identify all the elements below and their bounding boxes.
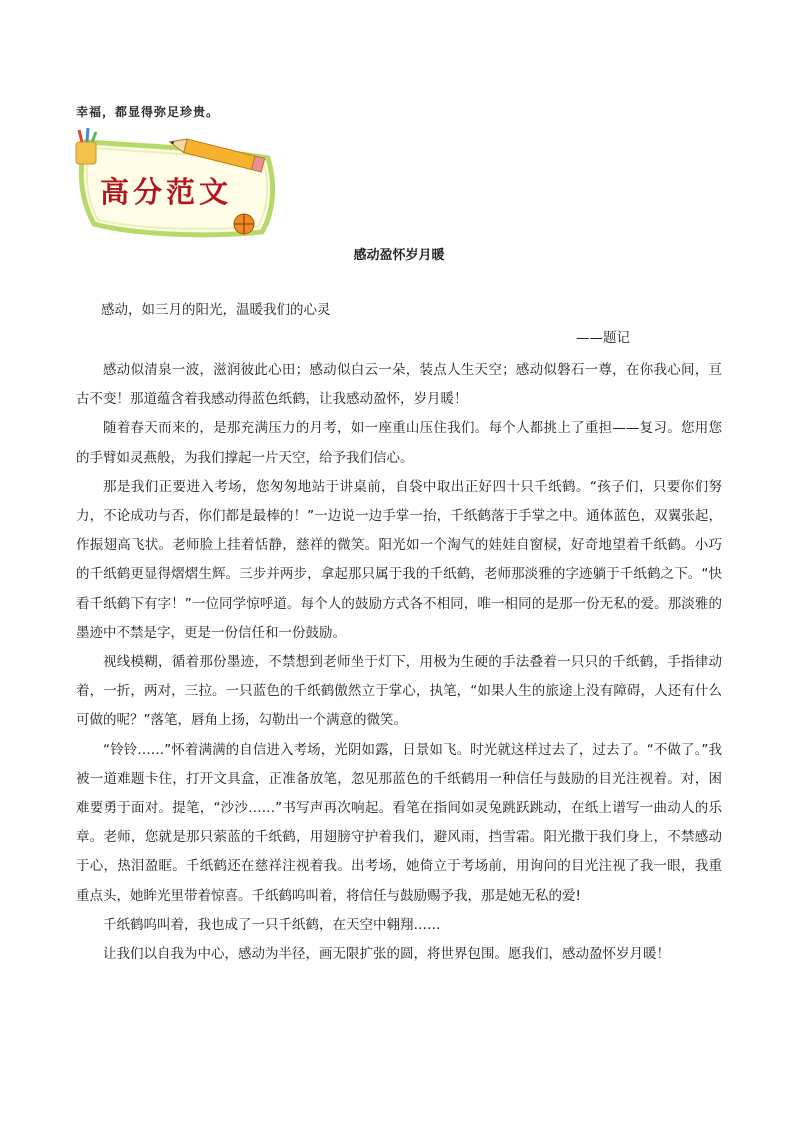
paragraph: 千纸鹤呜叫着，我也成了一只千纸鹤，在天空中翱翔…… xyxy=(103,916,441,933)
paragraph: “铃铃……”怀着满满的自信进入考场，光阴如露，日景如飞。时光就这样过去了，过去了。“不做了。”我被一道难题卡住，打开文具盒，正准备放笔，忽见那蓝色的千纸鹤用一种信任与鼓励的目光注视着。对，困难要勇于面对。提笔，“沙沙……”书写声再次响起。看笔在指间如灵兔跳跃跳动，在纸上谱写一曲动人的乐章。老师，您就是那只萦蓝的千纸鹤，用翅膀守护着我们，避风雨，挡雪霜。阳光撒于我们身上，不禁感动于心，热泪盈眶。千纸鹤还在慈祥注视着我。出考场，她倚立于考场前，用询问的目光注视了我一眼，我重重点头，她眸光里带着惊喜。千纸鹤呜叫着，将信任与鼓励赐予我，那是她无私的爱! xyxy=(76,741,722,904)
paragraph: 随着春天而来的，是那充满压力的月考，如一座重山压住我们。每个人都挑上了重担——复习。您用您的手臂如灵燕般，为我们撑起一片天空，给予我们信心。 xyxy=(76,420,722,466)
essay-body xyxy=(76,356,722,969)
paragraph: 感动似清泉一波，滋润彼此心田；感动似白云一朵，装点人生天空；感动似磐石一尊，在你我心间，亘古不变！那道蕴含着我感动得蓝色纸鹤，让我感动盈怀，岁月暖！ xyxy=(76,362,722,408)
basketball-icon xyxy=(234,214,254,234)
pencil-cup-icon xyxy=(76,128,96,164)
paragraph: 那是我们正要进入考场，您匆匆地站于讲桌前，自袋中取出正好四十只千纸鹤。“孩子们，只要你们努力，不论成功与否，你们都是最棒的！”一边说一边手掌一抬，千纸鹤落于手掌之中。通体蓝色，双翼张起，作振翅高飞状。老师脸上挂着恬静，慈祥的微笑。阳光如一个淘气的娃娃自窗棂，好奇地望着千纸鹤。小巧的千纸鹤更显得熠熠生辉。三步并两步，拿起那只属于我的千纸鹤，老师那淡雅的字迹躺于千纸鹤之下。“快看千纸鹤下有字！”一位同学惊呼道。每个人的鼓励方式各不相同，唯一相同的是那一份无私的爱。那淡雅的墨迹中不禁是字，更是一份信任和一份鼓励。 xyxy=(76,478,722,641)
banner-label: 高分范文 xyxy=(100,175,233,209)
essay-title: 感动盈怀岁月暖 xyxy=(353,248,445,263)
essay-inscription: ——题记 xyxy=(576,330,630,346)
paragraph: 让我们以自我为中心，感动为半径，画无限扩张的圆，将世界包围。愿我们，感动盈怀岁月暖！ xyxy=(103,946,670,963)
top-line-text: 幸福，都显得弥足珍贵。 xyxy=(76,105,220,119)
paragraph: 视线模糊，循着那份墨迹，不禁想到老师坐于灯下，用极为生硬的手法叠着一只只的千纸鹤，手指律动着，一折，两对，三拉。一只蓝色的千纸鹤傲然立于掌心，执笔，“如果人生的旅途上没有障碍，人还有什么可做的呢？”落笔，唇角上扬，勾勒出一个满意的微笑。 xyxy=(76,654,722,729)
essay-subtitle: 感动，如三月的阳光，温暖我们的心灵 xyxy=(101,302,331,318)
